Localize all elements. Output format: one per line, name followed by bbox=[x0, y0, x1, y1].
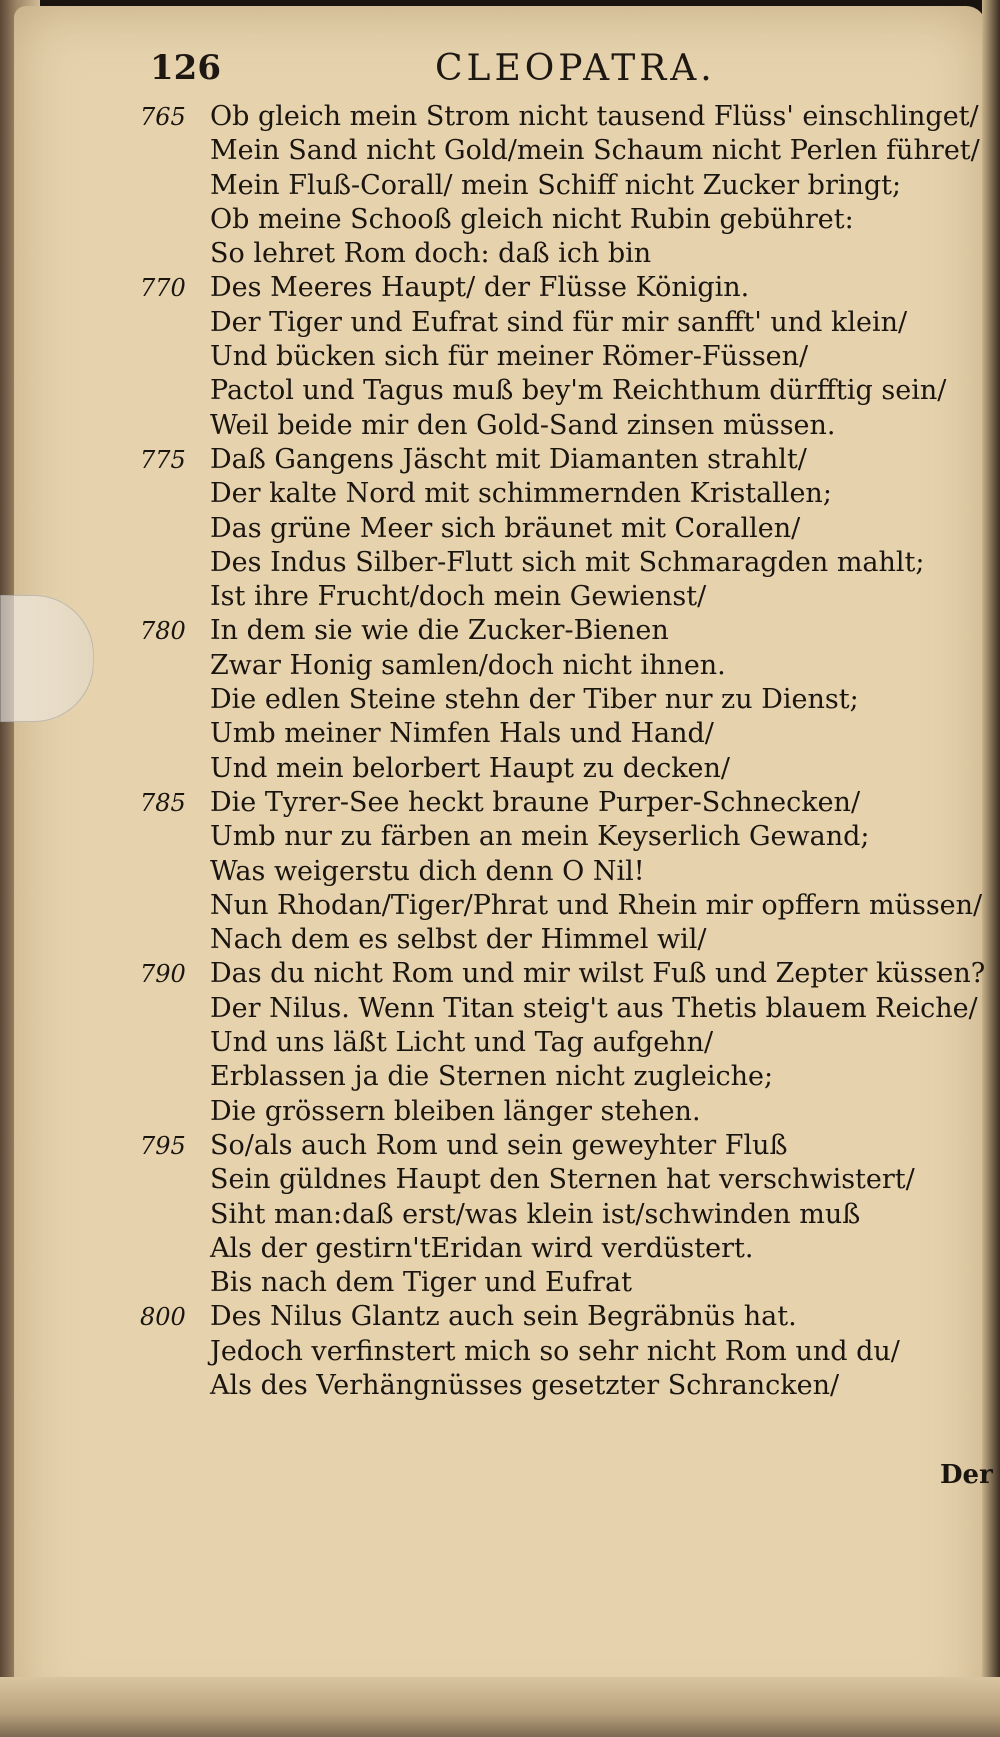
verse-line bbox=[140, 614, 960, 648]
verse-line bbox=[140, 1163, 960, 1197]
line-text: Umb nur zu färben an mein Keyserlich Gewand; bbox=[210, 821, 870, 853]
verse-line bbox=[140, 1198, 960, 1232]
page-header bbox=[150, 48, 770, 98]
verse-line bbox=[140, 1300, 960, 1334]
line-text: Bis nach dem Tiger und Eufrat bbox=[210, 1267, 632, 1299]
verse-line bbox=[140, 546, 960, 580]
verse-line bbox=[140, 580, 960, 614]
line-text: Weil beide mir den Gold-Sand zinsen müssen. bbox=[210, 409, 836, 441]
line-number: 785 bbox=[140, 788, 186, 817]
line-text: Die edlen Steine stehn der Tiber nur zu Dienst; bbox=[210, 684, 859, 716]
line-number: 800 bbox=[140, 1303, 186, 1332]
line-text: Der kalte Nord mit schimmernden Kristallen; bbox=[210, 478, 832, 510]
line-text: Erblassen ja die Sternen nicht zugleiche; bbox=[210, 1061, 774, 1093]
line-text: Und mein belorbert Haupt zu decken/ bbox=[210, 752, 731, 784]
verse-line bbox=[140, 1335, 960, 1369]
verse-line bbox=[140, 752, 960, 786]
line-text: Als des Verhängnüsses gesetzter Schrancken/ bbox=[210, 1369, 840, 1401]
verse-line bbox=[140, 992, 978, 1026]
line-text: Die grössern bleiben länger stehen. bbox=[210, 1095, 701, 1127]
line-text: Und bücken sich für meiner Römer-Füssen/ bbox=[210, 341, 809, 373]
line-text: Umb meiner Nimfen Hals und Hand/ bbox=[210, 718, 714, 750]
verse-line bbox=[140, 889, 983, 923]
running-title: CLEOPATRA. bbox=[435, 48, 716, 89]
line-text: So/als auch Rom und sein geweyhter Fluß bbox=[210, 1129, 788, 1161]
line-text: Sein güldnes Haupt den Sternen hat verschwistert/ bbox=[210, 1164, 915, 1196]
line-number: 795 bbox=[140, 1131, 186, 1160]
verse-line bbox=[140, 443, 960, 477]
line-number: 790 bbox=[140, 960, 186, 989]
verse-line bbox=[140, 1232, 960, 1266]
verse-line bbox=[140, 786, 960, 820]
line-text: In dem sie wie die Zucker-Bienen bbox=[210, 615, 669, 647]
verse-line bbox=[140, 1369, 960, 1403]
line-text: Ob meine Schooß gleich nicht Rubin gebühret: bbox=[210, 203, 854, 235]
verse-line bbox=[140, 306, 960, 340]
verse-line bbox=[140, 1060, 960, 1094]
line-text: Jedoch verfinstert mich so sehr nicht Rom und du/ bbox=[210, 1335, 900, 1367]
verse-line bbox=[140, 683, 960, 717]
verse-line bbox=[140, 512, 960, 546]
verse-line bbox=[140, 134, 980, 168]
line-text: Und uns läßt Licht und Tag aufgehn/ bbox=[210, 1027, 714, 1059]
line-text: Was weigerstu dich denn O Nil! bbox=[210, 855, 645, 887]
verse-line bbox=[140, 237, 960, 271]
line-text: Des Nilus Glantz auch sein Begräbnüs hat. bbox=[210, 1301, 797, 1333]
line-text: Mein Fluß-Corall/ mein Schiff nicht Zucker bringt; bbox=[210, 169, 902, 201]
verse-line bbox=[140, 923, 960, 957]
line-text: Mein Sand nicht Gold/mein Schaum nicht Perlen führet/ bbox=[210, 135, 980, 167]
line-text: Als der gestirn'tEridan wird verdüstert. bbox=[210, 1232, 754, 1264]
verse-text-block bbox=[140, 100, 986, 1403]
line-text: So lehret Rom doch: daß ich bin bbox=[210, 238, 652, 270]
line-text: Ob gleich mein Strom nicht tausend Flüss' einschlinget/ bbox=[210, 101, 979, 132]
verse-line bbox=[140, 409, 960, 443]
line-text: Nun Rhodan/Tiger/Phrat und Rhein mir opffern müssen/ bbox=[210, 889, 983, 921]
verse-line bbox=[140, 820, 960, 854]
line-text: Das grüne Meer sich bräunet mit Corallen/ bbox=[210, 512, 801, 544]
verse-line bbox=[140, 957, 986, 991]
verse-line bbox=[140, 374, 960, 408]
verse-line bbox=[140, 1266, 960, 1300]
line-text: Siht man:daß erst/was klein ist/schwinden muß bbox=[210, 1198, 861, 1230]
book-page-stack bbox=[0, 1677, 1000, 1737]
verse-line bbox=[140, 1095, 960, 1129]
line-text: Der Nilus. Wenn Titan steig't aus Thetis blauem Reiche/ bbox=[210, 992, 978, 1024]
verse-line bbox=[140, 169, 960, 203]
verse-line bbox=[140, 1026, 960, 1060]
catchword: Der bbox=[940, 1460, 993, 1490]
verse-line bbox=[140, 1129, 960, 1163]
verse-line bbox=[140, 340, 960, 374]
line-text: Das du nicht Rom und mir wilst Fuß und Zepter küssen? bbox=[210, 958, 986, 990]
line-number: 780 bbox=[140, 617, 186, 646]
line-number: 775 bbox=[140, 445, 186, 474]
line-number: 770 bbox=[140, 274, 186, 303]
verse-line bbox=[140, 717, 960, 751]
verse-line bbox=[140, 203, 960, 237]
line-text: Zwar Honig samlen/doch nicht ihnen. bbox=[210, 649, 726, 681]
line-text: Nach dem es selbst der Himmel wil/ bbox=[210, 924, 707, 956]
line-text: Daß Gangens Jäscht mit Diamanten strahlt/ bbox=[210, 443, 807, 475]
page-number: 126 bbox=[150, 48, 221, 88]
line-text: Die Tyrer-See heckt braune Purper-Schnecken/ bbox=[210, 786, 861, 818]
line-text: Ist ihre Frucht/doch mein Gewienst/ bbox=[210, 581, 707, 613]
line-text: Des Meeres Haupt/ der Flüsse Königin. bbox=[210, 272, 750, 304]
verse-line bbox=[140, 477, 960, 511]
verse-line bbox=[140, 649, 960, 683]
verse-line bbox=[140, 100, 979, 134]
verse-line bbox=[140, 271, 960, 305]
line-number: 765 bbox=[140, 103, 186, 131]
line-text: Pactol und Tagus muß bey'm Reichthum dürfftig sein/ bbox=[210, 375, 947, 407]
verse-line bbox=[140, 855, 960, 889]
line-text: Des Indus Silber-Flutt sich mit Schmaragden mahlt; bbox=[210, 546, 925, 578]
line-text: Der Tiger und Eufrat sind für mir sanfft' und klein/ bbox=[210, 306, 908, 338]
